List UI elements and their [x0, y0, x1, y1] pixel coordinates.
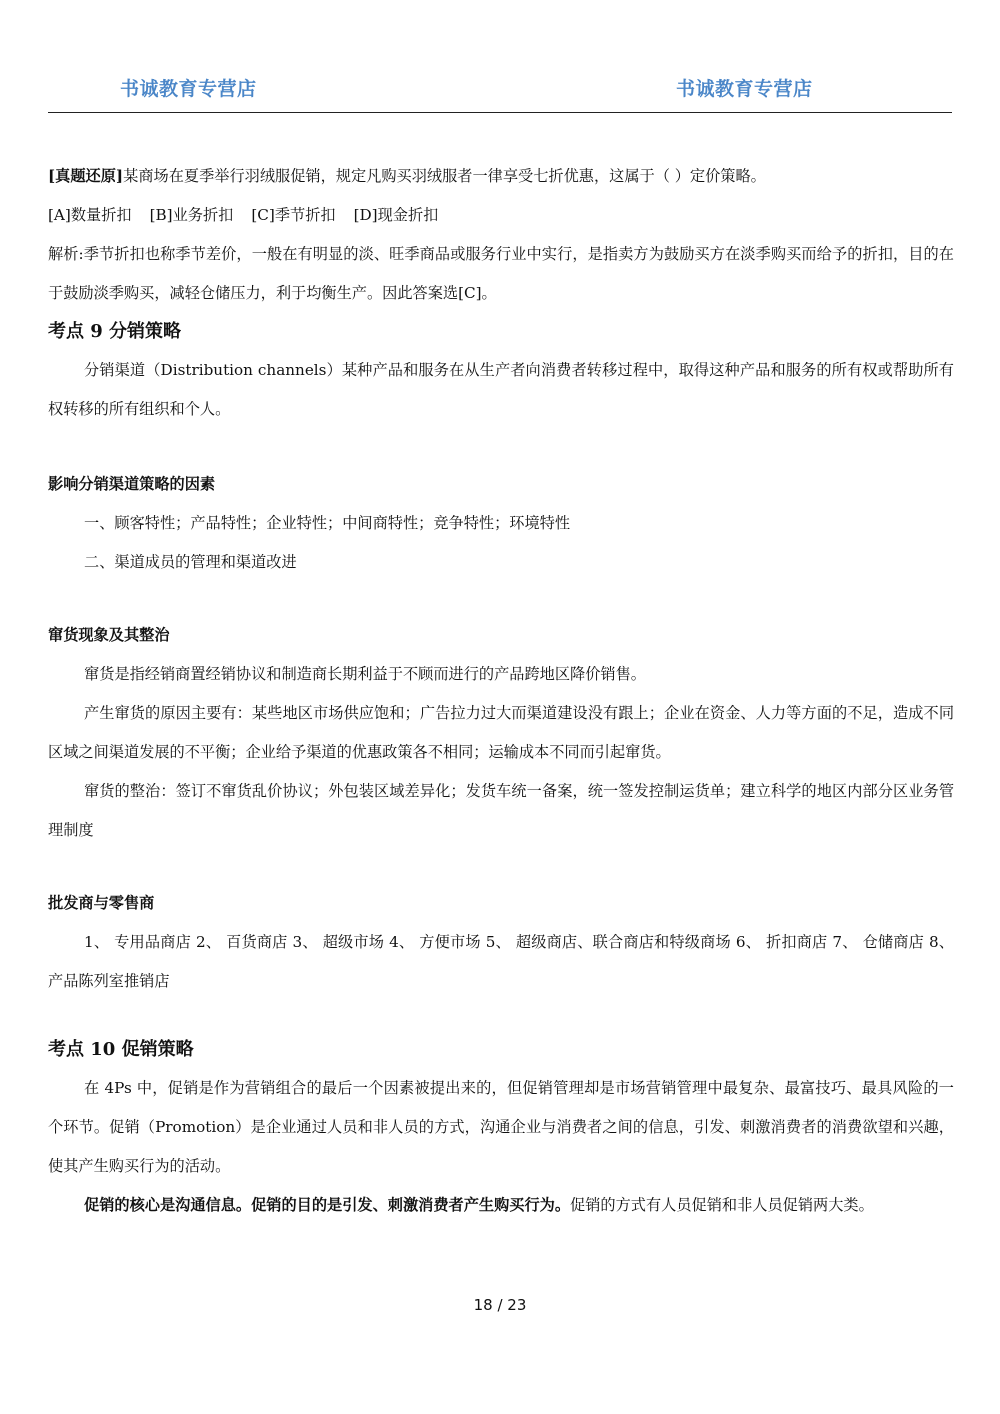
factors-heading: 影响分销渠道策略的因素	[48, 475, 216, 493]
question-tag: [真题还原]	[48, 167, 124, 185]
wholesale-retail-heading: 批发商与零售商	[48, 894, 155, 912]
fleeing-paragraph: 产生窜货的原因主要有：某些地区市场供应饱和；广告拉力过大而渠道建设没有跟上；企业在资金、人力等方面的不足，造成不同区域之间渠道发展的不平衡；企业给予渠道的优惠政策各不相同；运输成本不同而引起窜货。	[48, 704, 954, 761]
fleeing-goods-heading: 窜货现象及其整治	[48, 626, 170, 644]
fleeing-paragraph: 窜货的整治：签订不窜货乱价协议；外包装区域差异化；发货车统一备案，统一签发控制运货单；建立科学的地区内部分区业务管理制度	[48, 782, 954, 839]
question-options	[48, 196, 954, 235]
promotion-core-bold: 促销的核心是沟通信息。促销的目的是引发、刺激消费者产生购买行为。	[84, 1196, 570, 1214]
question-stem	[48, 157, 954, 196]
page-content	[48, 157, 954, 1225]
option-a: [A]数量折扣	[48, 206, 132, 224]
option-c: [C]季节折扣	[251, 206, 336, 224]
question-text: 某商场在夏季举行羽绒服促销，规定凡购买羽绒服者一律享受七折优惠，这属于（ ）定价策略。	[123, 167, 766, 185]
distribution-definition: 分销渠道（Distribution channels）某种产品和服务在从生产者向消费者转移过程中，取得这种产品和服务的所有权或帮助所有权转移的所有组织和个人。	[48, 361, 954, 418]
fleeing-paragraph: 窜货是指经销商置经销协议和制造商长期利益于不顾而进行的产品跨地区降价销售。	[84, 665, 646, 683]
wholesale-retail-list: 1、 专用品商店 2、 百货商店 3、 超级市场 4、 方便市场 5、 超级商店、联合商店和特级商场 6、 折扣商店 7、 仓储商店 8、 产品陈列室推销店	[48, 933, 954, 990]
option-d: [D]现金折扣	[353, 206, 439, 224]
question-analysis: 解析:季节折扣也称季节差价，一般在有明显的淡、旺季商品或服务行业中实行，是指卖方为鼓励买方在淡季购买而给予的折扣，目的在于鼓励淡季购买，减轻仓储压力，利于均衡生产。因此答案选[C]。	[48, 245, 954, 302]
page-number: 18 / 23	[473, 1296, 527, 1314]
header-brand-left: 书诚教育专营店	[120, 78, 257, 100]
promotion-paragraph: 在 4Ps 中，促销是作为营销组合的最后一个因素被提出来的，但促销管理却是市场营销管理中最复杂、最富技巧、最具风险的一个环节。促销（Promotion）是企业通过人员和非人员的方式，沟通企业与消费者之间的信息，引发、刺激消费者的消费欲望和兴趣，使其产生购买行为的活动。	[48, 1079, 954, 1175]
page-header	[48, 68, 952, 112]
header-brand-right: 书诚教育专营店	[676, 78, 813, 100]
factor-item: 一、顾客特性；产品特性；企业特性；中间商特性；竞争特性；环境特性	[84, 514, 570, 532]
promotion-core-paragraph	[48, 1186, 954, 1225]
section-9-title: 考点 9 分销策略	[48, 321, 182, 342]
option-b: [B]业务折扣	[149, 206, 234, 224]
header-divider	[48, 112, 952, 113]
factor-item: 二、渠道成员的管理和渠道改进	[84, 553, 297, 571]
section-10-title: 考点 10 促销策略	[48, 1039, 194, 1060]
promotion-core-rest: 促销的方式有人员促销和非人员促销两大类。	[570, 1196, 874, 1214]
